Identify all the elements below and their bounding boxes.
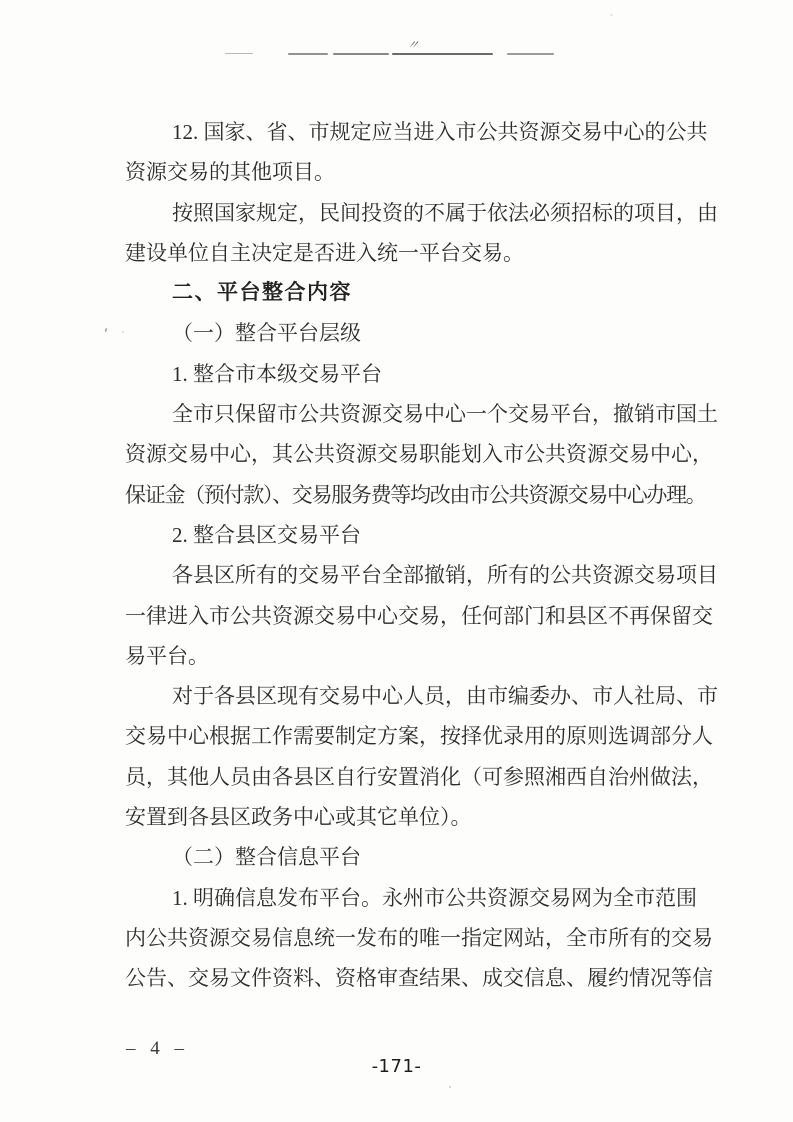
text-line: 保证金（预付款）、交易服务费等均改由市公共资源交易中心办理。 <box>125 482 706 507</box>
page-number-left: – 4 – <box>126 1038 189 1059</box>
text-line: 二、平台整合内容 <box>172 281 352 305</box>
page-number-center: -171- <box>371 1056 422 1077</box>
text-line: 1. 明确信息发布平台。永州市公共资源交易网为全市范围 <box>172 885 697 910</box>
text-line: 安置到各县区政务中心或其它单位）。 <box>125 805 472 830</box>
text-line: 各县区所有的交易平台全部撤销，所有的公共资源交易项目 <box>172 563 718 588</box>
ditto-mark: 〃 <box>405 38 421 52</box>
text-line: 资源交易中心，其公共资源交易职能划入市公共资源交易中心， <box>125 442 713 467</box>
scan-line-artifact <box>392 53 493 55</box>
text-line: 员，其他人员由各县区自行安置消化（可参照湘西自治州做法， <box>125 764 713 789</box>
text-line: 12. 国家、省、市规定应当进入市公共资源交易中心的公共 <box>172 120 708 144</box>
text-line: （一）整合平台层级 <box>172 321 361 346</box>
scan-line-artifact <box>225 53 253 54</box>
text-line: 资源交易的其他项目。 <box>125 160 335 185</box>
scan-line-artifact <box>507 53 554 55</box>
scan-line-artifact <box>333 53 389 55</box>
scan-speck <box>122 331 124 333</box>
text-line: 公告、交易文件资料、资格审查结果、成交信息、履约情况等信 <box>125 966 713 991</box>
text-line: （二）整合信息平台 <box>172 845 361 870</box>
text-line: 按照国家规定，民间投资的不属于依法必须招标的项目，由 <box>172 200 718 225</box>
scan-header-artifacts <box>0 0 793 70</box>
text-line: 对于各县区现有交易中心人员，由市编委办、市人社局、市 <box>172 684 718 709</box>
text-line: 易平台。 <box>125 643 209 668</box>
text-line: 2. 整合县区交易平台 <box>172 522 361 547</box>
text-line: 全市只保留市公共资源交易中心一个交易平台，撤销市国土 <box>172 402 718 427</box>
scan-speck <box>610 14 613 16</box>
text-line: 交易中心根据工作需要制定方案，按择优录用的原则选调部分人 <box>125 724 713 749</box>
scan-line-artifact <box>288 53 328 55</box>
document-body <box>125 112 723 999</box>
text-line: 一律进入市公共资源交易中心交易，任何部门和县区不再保留交 <box>125 603 713 628</box>
scan-speck <box>449 1086 451 1088</box>
text-line: 建设单位自主决定是否进入统一平台交易。 <box>125 240 524 265</box>
text-line: 1. 整合市本级交易平台 <box>172 361 382 386</box>
scan-speck <box>104 328 107 332</box>
text-line: 内公共资源交易信息统一发布的唯一指定网站，全市所有的交易 <box>125 925 713 950</box>
